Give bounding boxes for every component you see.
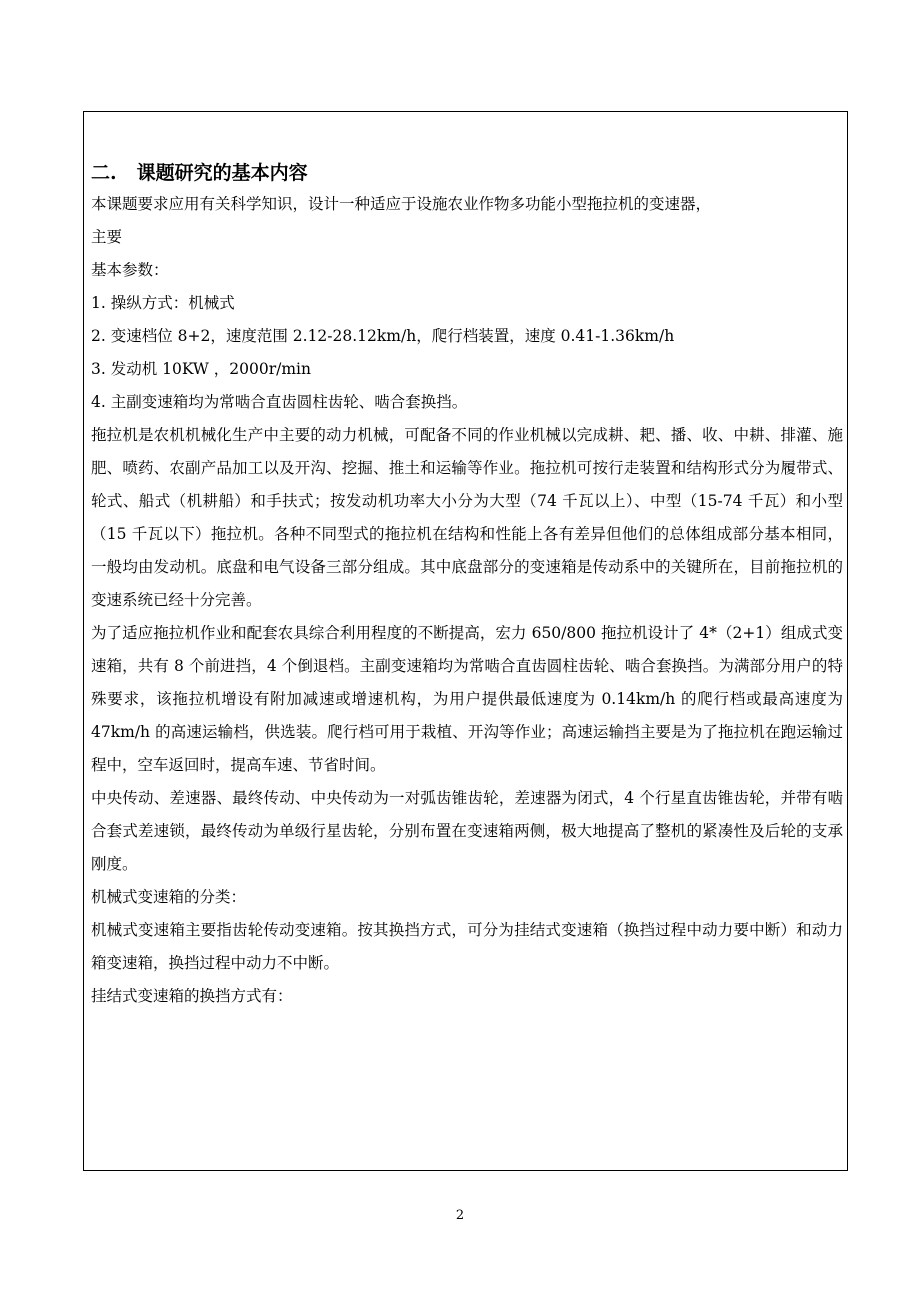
content-frame [83,111,848,1171]
params-label: 基本参数： [91,261,169,279]
intro-line-2: 主要 [91,228,123,246]
param-item: 3. 发动机 10KW ，2000r/min [91,360,311,378]
paragraph-final-drive: 中央传动、差速器、最终传动、中央传动为一对弧齿锥齿轮，差速器为闭式，4 个行星直齿锥齿轮，并带有啮合套式差速锁，最终传动为单级行星齿轮，分别布置在变速箱两侧，极大地提高了整机的紧凑性及后轮的支承刚度。 [91,789,843,873]
intro-line-1: 本课题要求应用有关科学知识，设计一种适应于设施农业作物多功能小型拖拉机的变速器， [91,195,712,213]
page-number: 2 [455,1208,465,1223]
section-heading [91,158,843,188]
paragraph-classification: 机械式变速箱主要指齿轮传动变速箱。按其换挡方式，可分为挂结式变速箱（换挡过程中动力要中断）和动力箱变速箱，换挡过程中动力不中断。 [91,921,843,972]
paragraph-gearbox-design: 为了适应拖拉机作业和配套农具综合利用程度的不断提高，宏力 650/800 拖拉机设计了 4*（2+1）组成式变速箱，共有 8 个前进挡，4 个倒退档。主副变速箱均为常啮合直齿圆柱齿轮、啮合套换挡。为满部分用户的特殊要求，该拖拉机增设有附加减速或增速机构，为用户提供最低速度为 0.14km/h 的爬行档或最高速度为 47km/h 的高速运输档，供选装。爬行档可用于栽植、开沟等作业；高速运输挡主要是为了拖拉机在跑运输过程中，空车返回时，提高车速、节省时间。 [91,624,843,774]
section-number: 二. [91,162,117,184]
paragraph-tractor-overview: 拖拉机是农机机械化生产中主要的动力机械，可配备不同的作业机械以完成耕、耙、播、收、中耕、排灌、施肥、喷药、农副产品加工以及开沟、挖掘、推土和运输等作业。拖拉机可按行走装置和结构形式分为履带式、轮式、船式（机耕船）和手扶式；按发动机功率大小分为大型（74 千瓦以上）、中型（15-74 千瓦）和小型（15 千瓦以下）拖拉机。各种不同型式的拖拉机在结构和性能上各有差异但他们的总体组成部分基本相同，一般均由发动机。底盘和电气设备三部分组成。其中底盘部分的变速箱是传动系中的关键所在，目前拖拉机的变速系统已经十分完善。 [91,426,843,609]
body-paragraphs [91,419,843,1013]
section-title: 课题研究的基本内容 [136,162,308,184]
param-item: 1. 操纵方式：机械式 [91,294,235,312]
param-item: 4. 主副变速箱均为常啮合直齿圆柱齿轮、啮合套换挡。 [91,393,468,411]
paragraph-shift-methods: 挂结式变速箱的换挡方式有： [91,987,293,1005]
paragraph-classification-label: 机械式变速箱的分类： [91,888,247,906]
document-body [91,158,843,1013]
param-item: 2. 变速档位 8+2，速度范围 2.12-28.12km/h，爬行档装置，速度 0.41-1.36km/h [91,327,675,345]
